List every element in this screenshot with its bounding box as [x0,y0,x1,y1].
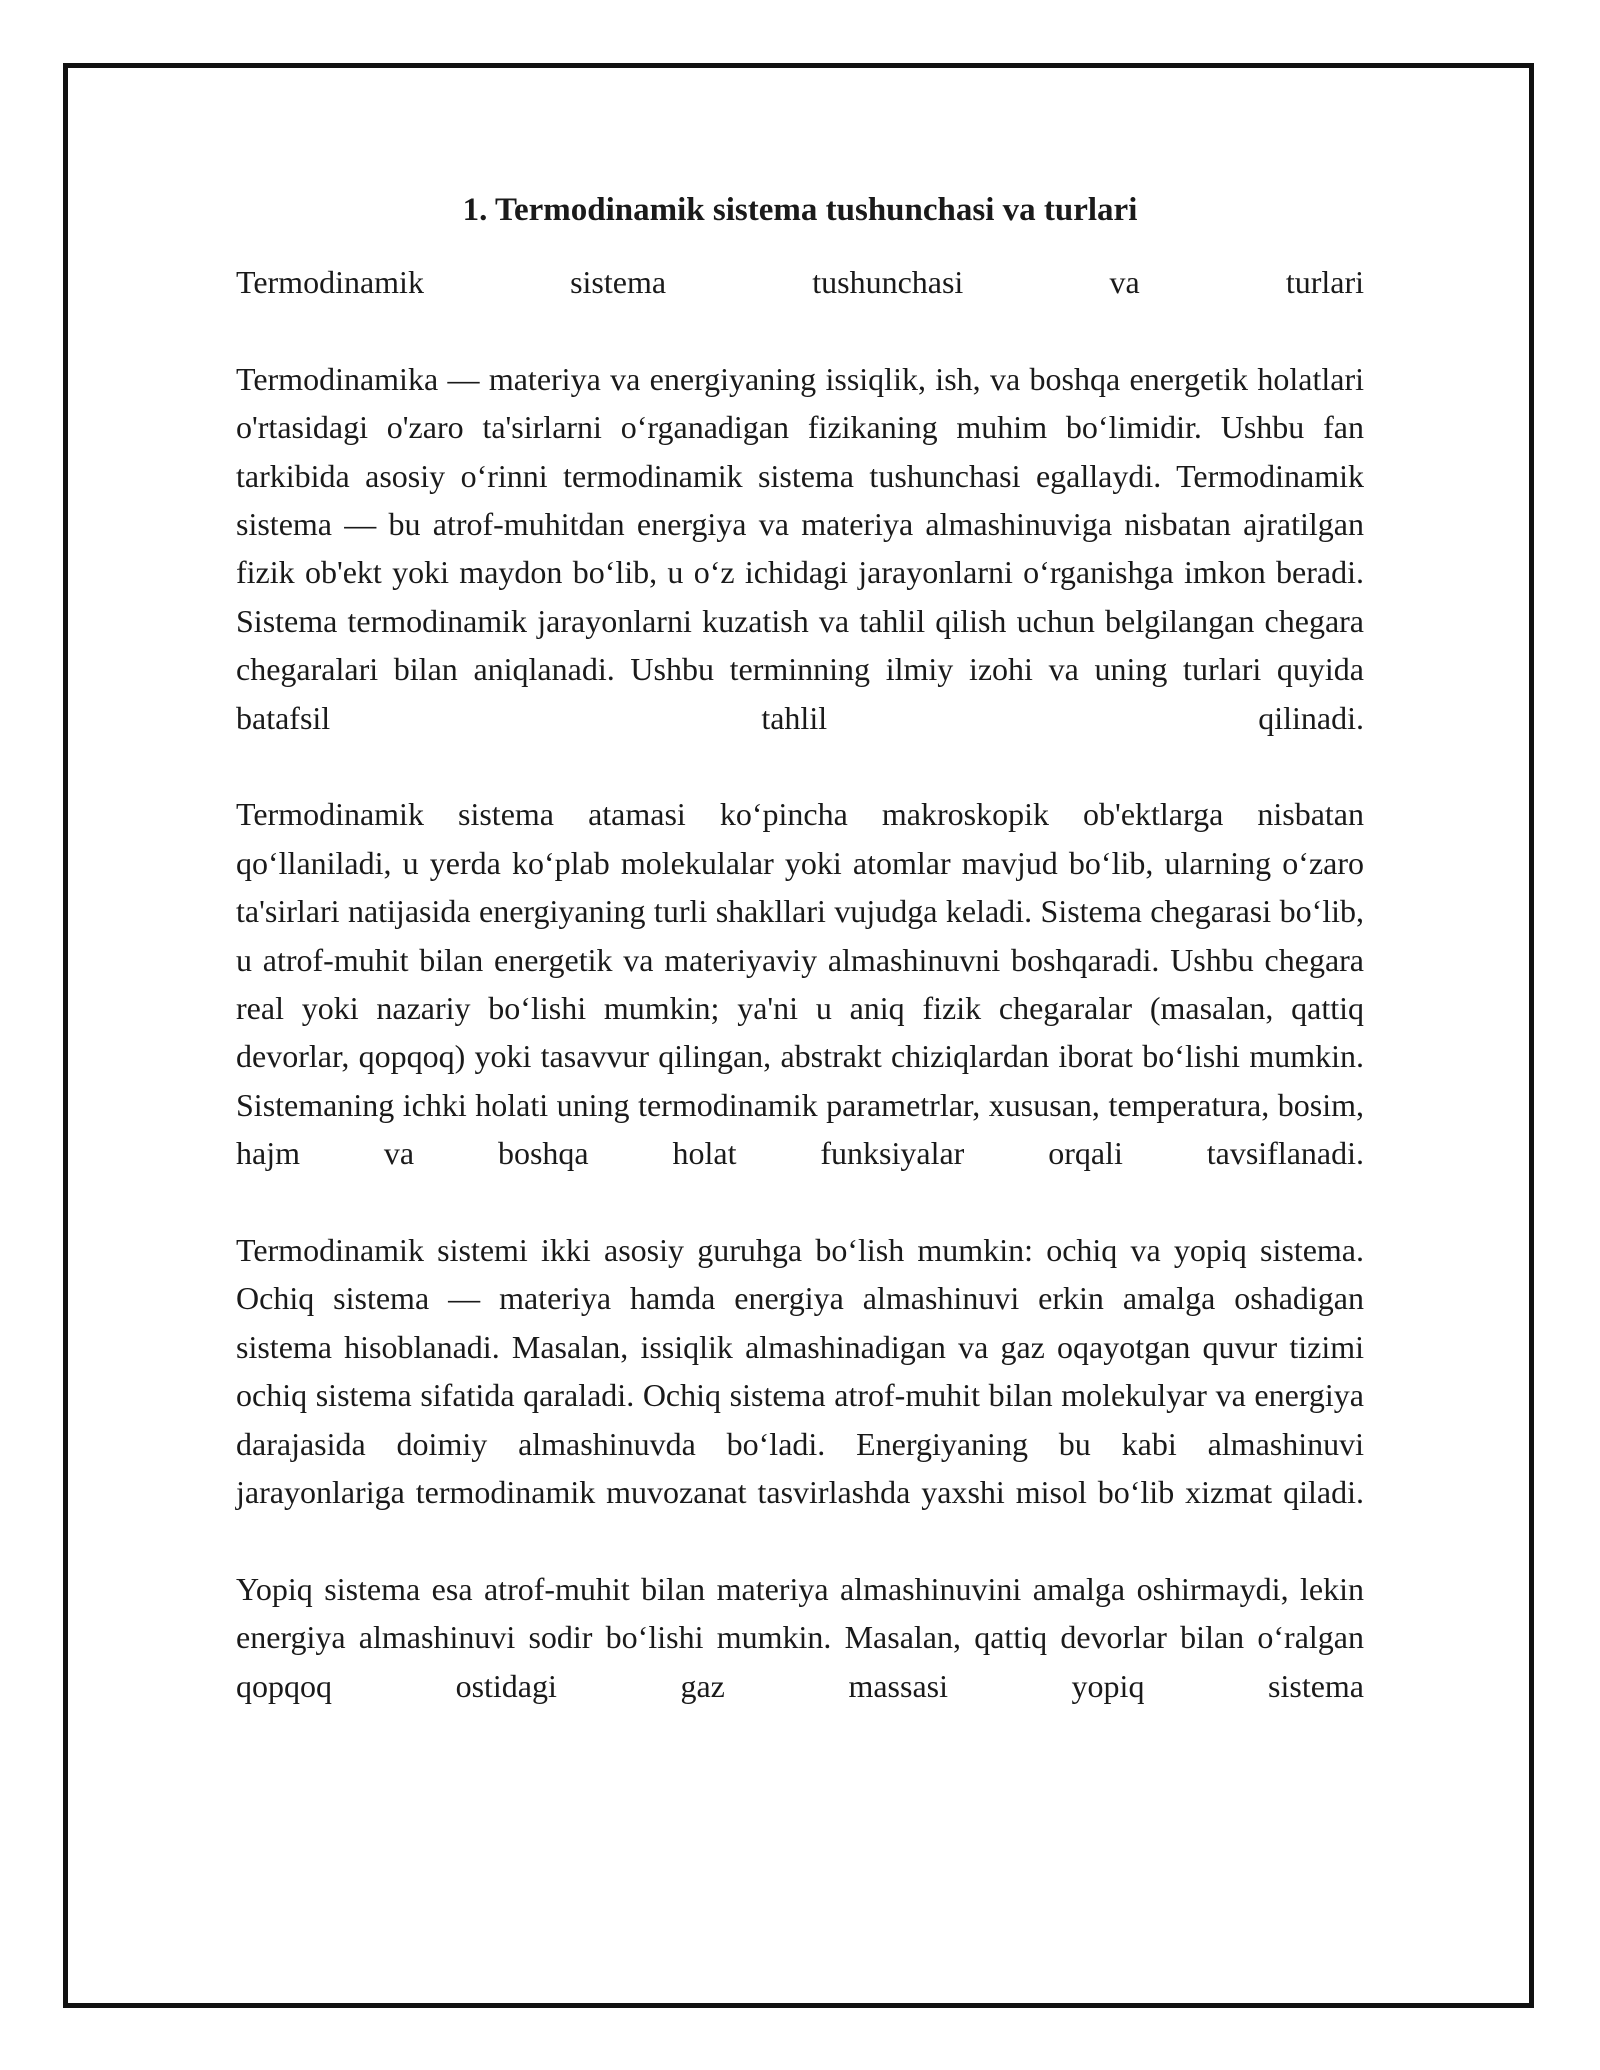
paragraph-system-boundary: Termodinamik sistema atamasi koʻpincha makroskopik ob'ektlarga nisbatan qoʻllaniladi, u yerda koʻplab molekulalar yoki atomlar mavjud boʻlib, ularning oʻzaro ta'sirlari natijasida energiyaning turli shakllari vujudga keladi. Sistema chegarasi boʻlib, u atrof-muhit bilan energetik va materiyaviy almashinuvni boshqaradi. Ushbu chegara real yoki nazariy boʻlishi mumkin; ya'ni u aniq fizik chegaralar (masalan, qattiq devorlar, qopqoq) yoki tasavvur qilingan, abstrakt chiziqlardan iborat boʻlishi mumkin. Sistemaning ichki holati uning termodinamik parametrlar, xususan, temperatura, bosim, hajm va boshqa holat funksiyalar orqali tavsiflanadi. [236,796,1364,1172]
paragraph-open-system: Termodinamik sistemi ikki asosiy guruhga boʻlish mumkin: ochiq va yopiq sistema. Ochiq sistema — materiya hamda energiya almashinuvi erkin amalga oshadigan sistema hisoblanadi. Masalan, issiqlik almashinadigan va gaz oqayotgan quvur tizimi ochiq sistema sifatida qaraladi. Ochiq sistema atrof-muhit bilan molekulyar va energiya darajasida doimiy almashinuvda boʻladi. Energiyaning bu kabi almashinuvi jarayonlariga termodinamik muvozanat tasvirlashda yaxshi misol boʻlib xizmat qiladi. [236,1232,1364,1511]
paragraph-closed-system: Yopiq sistema esa atrof-muhit bilan materiya almashinuvini amalga oshirmaydi, lekin energiya almashinuvi sodir boʻlishi mumkin. Masalan, qattiq devorlar bilan oʻralgan qopqoq ostidagi gaz massasi yopiq sistema [236,1570,1364,1704]
document-body [236,186,1364,1710]
section-subtitle: Termodinamik sistema tushunchasi va turlari [236,264,1364,300]
paragraph-intro: Termodinamika — materiya va energiyaning issiqlik, ish, va boshqa energetik holatlari o'rtasidagi o'zaro ta'sirlarni oʻrganadigan fizikaning muhim boʻlimidir. Ushbu fan tarkibida asosiy oʻrinni termodinamik sistema tushunchasi egallaydi. Termodinamik sistema — bu atrof-muhitdan energiya va materiya almashinuviga nisbatan ajratilgan fizik ob'ekt yoki maydon boʻlib, u oʻz ichidagi jarayonlarni oʻrganishga imkon beradi. Sistema termodinamik jarayonlarni kuzatish va tahlil qilish uchun belgilangan chegara chegaralari bilan aniqlanadi. Ushbu terminning ilmiy izohi va uning turlari quyida batafsil tahlil qilinadi. [236,360,1364,736]
document-title: 1. Termodinamik sistema tushunchasi va turlari [462,192,1138,228]
